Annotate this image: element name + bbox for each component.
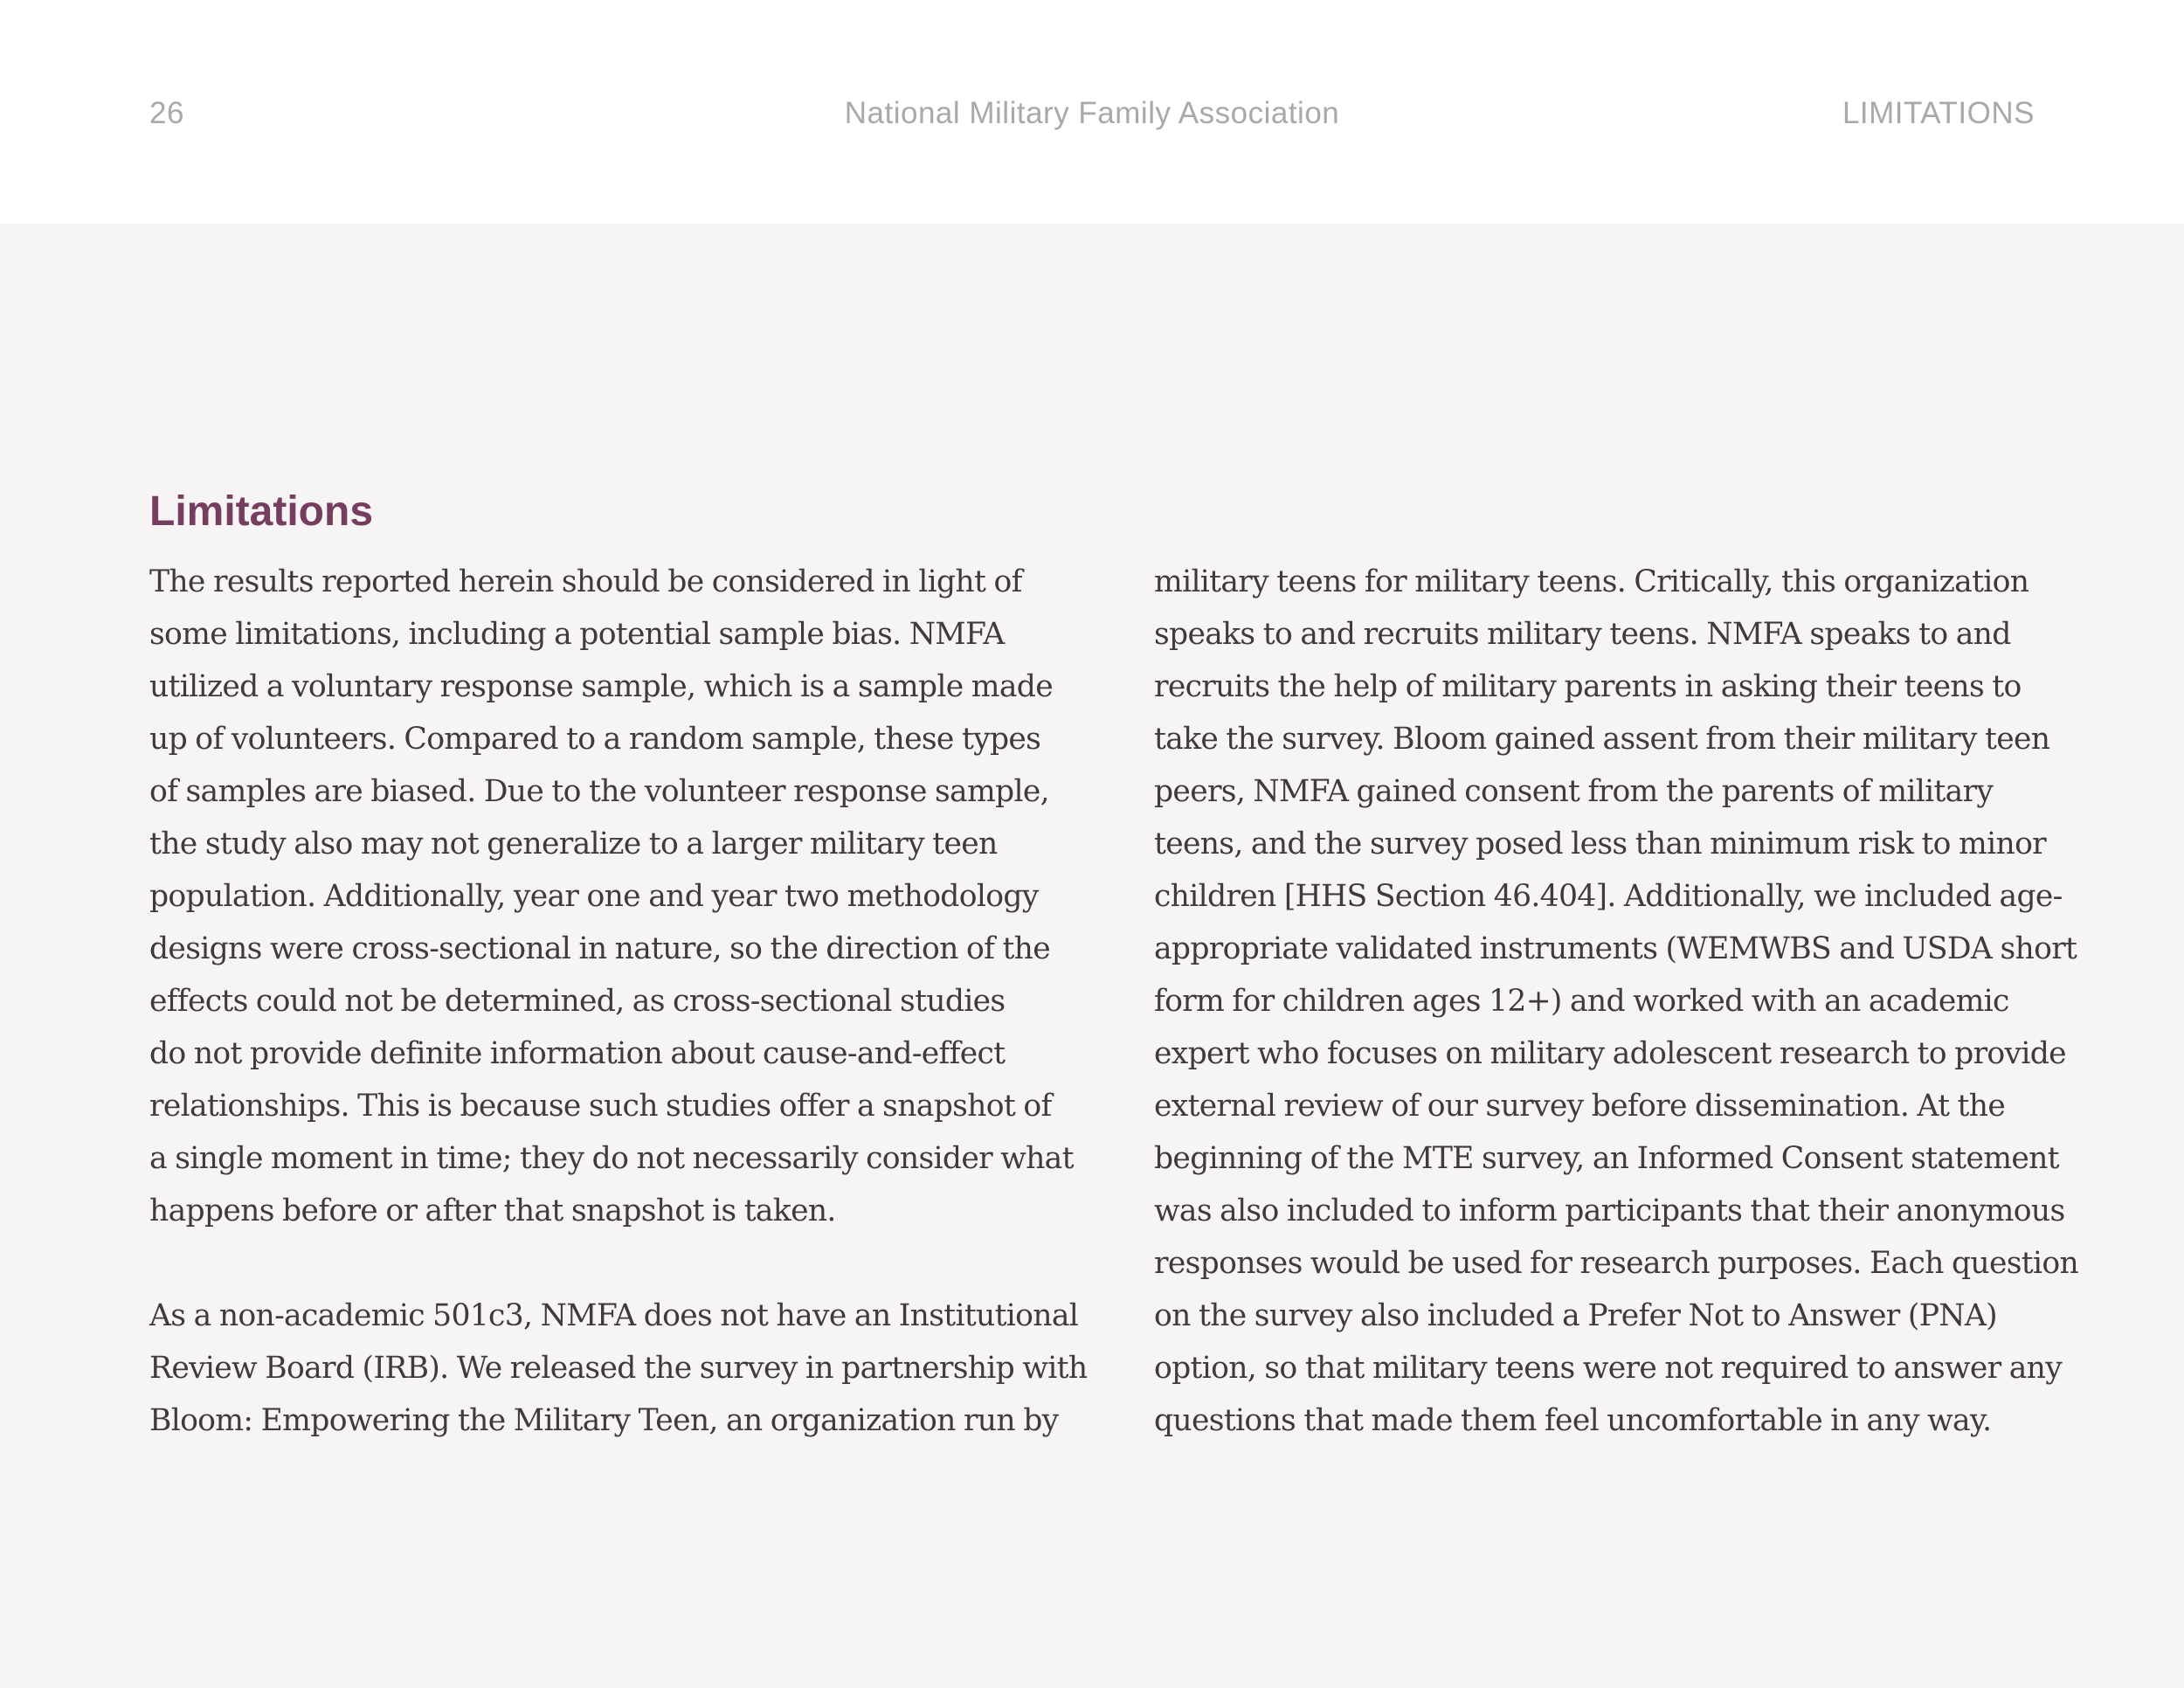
text-line: expert who focuses on military adolescent research to provide <box>1154 1036 2066 1071</box>
publisher-name: National Military Family Association <box>844 96 1340 130</box>
text-line: children [HHS Section 46.404]. Additionally, we included age- <box>1154 879 2063 914</box>
text-line: of samples are biased. Due to the volunteer response sample, <box>149 774 1049 809</box>
text-line: peers, NMFA gained consent from the parents of military <box>1154 774 1994 809</box>
paragraph-2-continued <box>1154 556 2079 1447</box>
text-line: The results reported herein should be considered in light of <box>149 564 1022 599</box>
text-line: a single moment in time; they do not necessarily consider what <box>149 1141 1074 1176</box>
text-line: option, so that military teens were not required to answer any <box>1154 1351 2063 1386</box>
text-line: do not provide definite information about cause-and-effect <box>149 1036 1006 1071</box>
text-line: military teens for military teens. Critically, this organization <box>1154 564 2029 599</box>
text-line: population. Additionally, year one and year two methodology <box>149 879 1039 914</box>
text-line: the study also may not generalize to a larger military teen <box>149 827 998 861</box>
text-line: up of volunteers. Compared to a random sample, these types <box>149 722 1041 757</box>
text-line: speaks to and recruits military teens. NMFA speaks to and <box>1154 617 2011 652</box>
text-line: questions that made them feel uncomfortable in any way. <box>1154 1403 1992 1438</box>
text-line: some limitations, including a potential sample bias. NMFA <box>149 617 1005 652</box>
text-line: external review of our survey before dissemination. At the <box>1154 1089 2006 1124</box>
text-line: form for children ages 12+) and worked with an academic <box>1154 984 2009 1019</box>
running-section-label: LIMITATIONS <box>1842 96 2035 130</box>
text-line: responses would be used for research purposes. Each question <box>1154 1246 2079 1281</box>
page-number: 26 <box>149 96 184 130</box>
text-line: Bloom: Empowering the Military Teen, an organization run by <box>149 1403 1059 1438</box>
page-content <box>0 224 2184 1688</box>
text-line: utilized a voluntary response sample, which is a sample made <box>149 669 1053 704</box>
text-line: happens before or after that snapshot is taken. <box>149 1193 836 1228</box>
text-line: As a non-academic 501c3, NMFA does not have an Institutional <box>149 1298 1079 1333</box>
text-line: appropriate validated instruments (WEMWBS and USDA short <box>1154 931 2077 966</box>
paragraph-spacer <box>149 1237 1058 1290</box>
text-line: take the survey. Bloom gained assent from their military teen <box>1154 722 2050 757</box>
text-line: on the survey also included a Prefer Not to Answer (PNA) <box>1154 1298 1997 1333</box>
paragraph-1 <box>149 556 1074 1237</box>
text-line: relationships. This is because such studies offer a snapshot of <box>149 1089 1052 1124</box>
text-line: designs were cross-sectional in nature, so the direction of the <box>149 931 1050 966</box>
text-line: teens, and the survey posed less than minimum risk to minor <box>1154 827 2047 861</box>
section-heading: Limitations <box>149 488 374 535</box>
text-line: recruits the help of military parents in asking their teens to <box>1154 669 2022 704</box>
text-line: beginning of the MTE survey, an Informed Consent statement <box>1154 1141 2059 1176</box>
page-header <box>0 0 2184 224</box>
text-column-left <box>149 556 1088 1447</box>
text-line: effects could not be determined, as cross-sectional studies <box>149 984 1006 1019</box>
text-line: was also included to inform participants that their anonymous <box>1154 1193 2065 1228</box>
paragraph-2 <box>149 1290 1088 1447</box>
text-column-right <box>1154 556 2079 1447</box>
text-line: Review Board (IRB). We released the survey in partnership with <box>149 1351 1088 1386</box>
